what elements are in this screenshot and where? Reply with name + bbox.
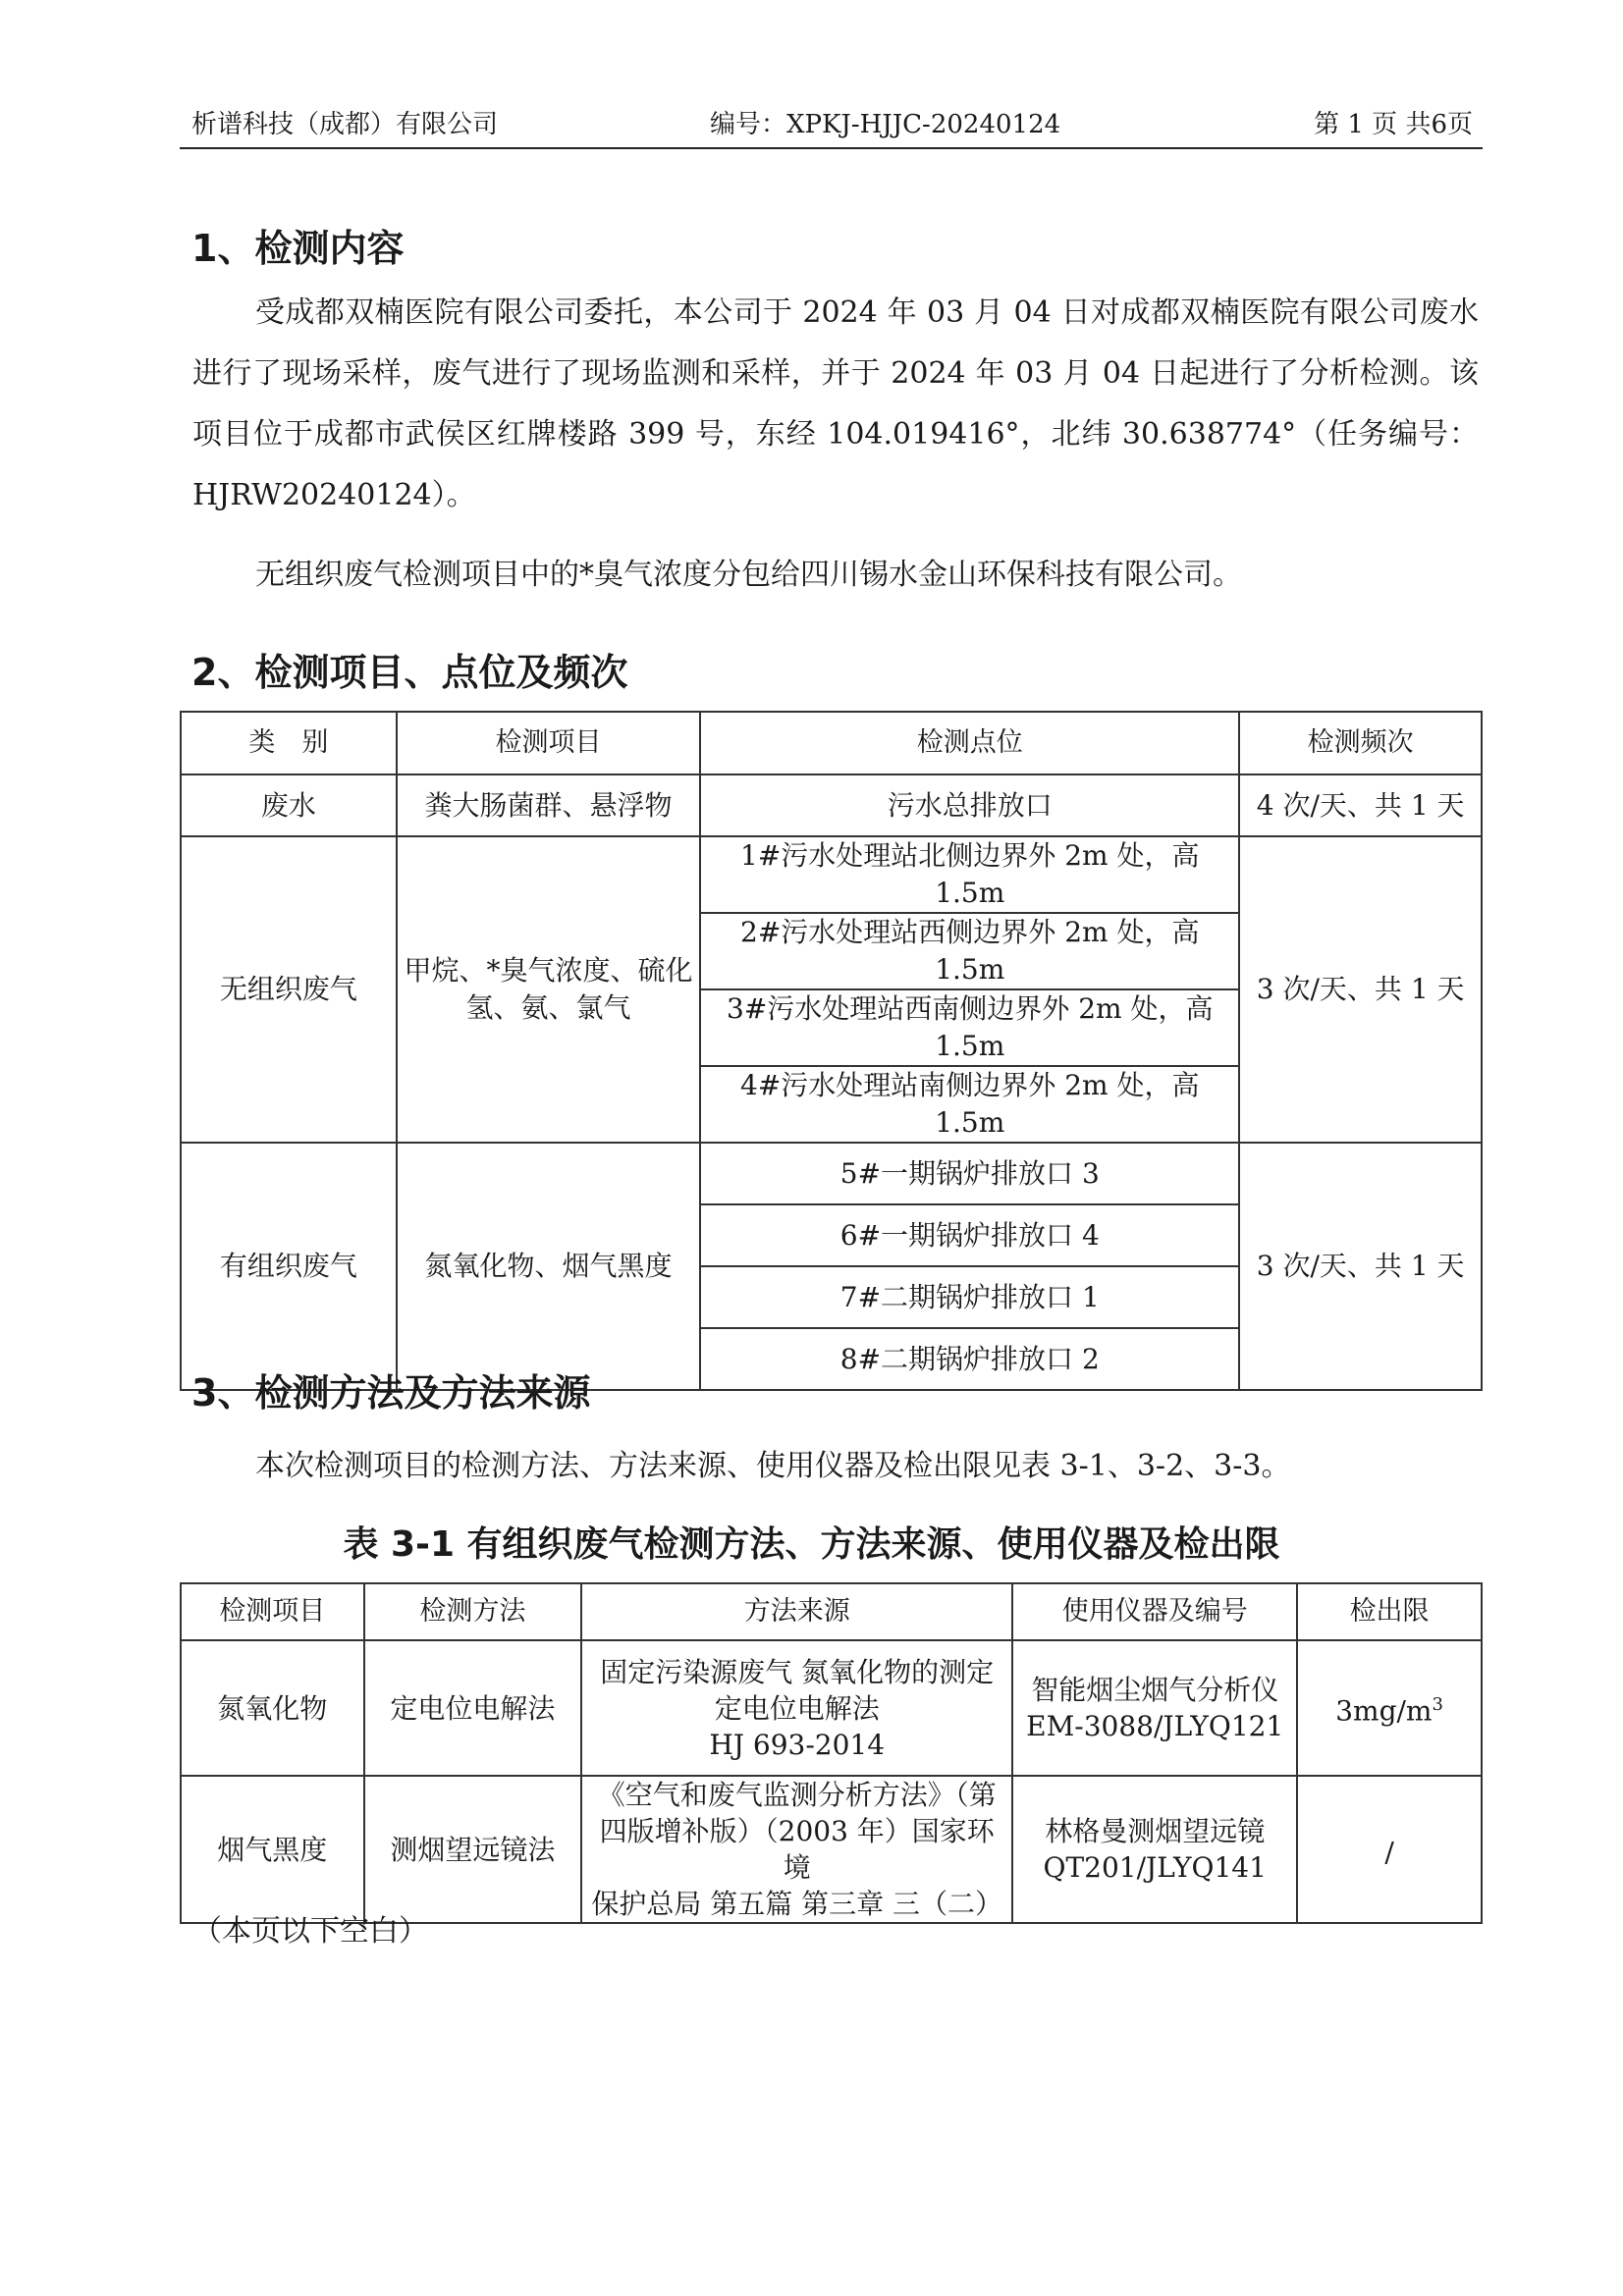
item-cell: 氮氧化物 [181,1640,364,1776]
limit-value: / [1384,1836,1394,1869]
frequency-cell: 3 次/天、共 1 天 [1239,836,1482,1143]
header-points: 检测点位 [700,712,1239,774]
source-cell [581,1776,1012,1923]
page-header [180,98,1483,149]
instrument-line: QT201/JLYQ141 [1043,1851,1267,1884]
header-page-info: 第 1 页 共6页 [1314,110,1473,139]
items-cell: 甲烷、*臭气浓度、硫化氢、氨、氯气 [397,836,701,1143]
frequency-cell: 3 次/天、共 1 天 [1239,1143,1482,1390]
instrument-line: EM-3088/JLYQ121 [1026,1710,1284,1742]
category-cell: 废水 [181,774,397,836]
table-header-row [181,712,1482,774]
section3-title: 3、检测方法及方法来源 [191,1371,591,1415]
items-cell: 粪大肠菌群、悬浮物 [397,774,701,836]
source-line: 保护总局 第五篇 第三章 三（二） [591,1888,1003,1920]
limit-cell [1297,1776,1482,1923]
category-cell: 无组织废气 [181,836,397,1143]
table-row [181,836,1482,913]
header-items: 检测项目 [397,712,701,774]
frequency-cell: 4 次/天、共 1 天 [1239,774,1482,836]
point-cell: 7#二期锅炉排放口 1 [700,1266,1239,1328]
table-row [181,1640,1482,1776]
header-category: 类 别 [181,712,397,774]
instrument-cell [1012,1776,1297,1923]
point-cell: 1#污水处理站北侧边界外 2m 处，高 1.5m [700,836,1239,913]
table-row [181,1776,1482,1923]
limit-value: 3mg/m [1335,1694,1433,1728]
source-line: 四版增补版）（2003 年）国家环境 [599,1815,995,1884]
header-company: 析谱科技（成都）有限公司 [191,110,499,139]
instrument-line: 林格曼测烟望远镜 [1045,1815,1266,1847]
point-cell: 3#污水处理站西南侧边界外 2m 处，高 1.5m [700,989,1239,1066]
point-cell: 6#一期锅炉排放口 4 [700,1204,1239,1266]
point-cell: 5#一期锅炉排放口 3 [700,1143,1239,1204]
source-line: 《空气和废气监测分析方法》（第 [597,1779,997,1811]
item-cell: 烟气黑度 [181,1776,364,1923]
instrument-line: 智能烟尘烟气分析仪 [1031,1674,1279,1706]
method-table [180,1582,1483,1924]
method-cell: 定电位电解法 [364,1640,582,1776]
section1-paragraph1-text: 受成都双楠医院有限公司委托，本公司于 2024 年 03 月 04 日对成都双楠医院有限公司废水进行了现场采样，废气进行了现场监测和采样，并于 2024 年 03 月 04 日起进行了分析检测。该项目位于成都市武侯区红牌楼路 399 号，东经 104.019416°，北纬 30.638774°（任务编号：HJRW20240124）。 [192,295,1479,512]
point-cell: 4#污水处理站南侧边界外 2m 处，高 1.5m [700,1066,1239,1143]
section1-title: 1、检测内容 [191,227,405,270]
blank-note: （本页以下空白） [192,1914,428,1949]
point-cell: 2#污水处理站西侧边界外 2m 处，高 1.5m [700,913,1239,989]
table-caption: 表 3-1 有组织废气检测方法、方法来源、使用仪器及检出限 [343,1524,1280,1565]
header-report-number: 编号：XPKJ-HJJC-20240124 [710,110,1061,139]
section1-paragraph1 [192,283,1479,526]
header-source: 方法来源 [581,1583,1012,1640]
header-item: 检测项目 [181,1583,364,1640]
category-cell: 有组织废气 [181,1143,397,1390]
limit-cell [1297,1640,1482,1776]
header-limit: 检出限 [1297,1583,1482,1640]
point-cell: 8#二期锅炉排放口 2 [700,1328,1239,1390]
section2-title: 2、检测项目、点位及频次 [191,651,628,694]
detection-items-table [180,711,1483,1391]
method-cell: 测烟望远镜法 [364,1776,582,1923]
instrument-cell [1012,1640,1297,1776]
table-header-row [181,1583,1482,1640]
header-frequency: 检测频次 [1239,712,1482,774]
limit-superscript: 3 [1432,1694,1443,1716]
header-instrument: 使用仪器及编号 [1012,1583,1297,1640]
source-line: 固定污染源废气 氮氧化物的测定 [600,1655,995,1688]
point-cell: 污水总排放口 [700,774,1239,836]
table-row [181,1143,1482,1204]
source-line: 定电位电解法 [714,1691,880,1725]
items-cell: 氮氧化物、烟气黑度 [397,1143,701,1390]
section3-paragraph: 本次检测项目的检测方法、方法来源、使用仪器及检出限见表 3-1、3-2、3-3。 [255,1449,1291,1483]
table-row [181,774,1482,836]
source-cell [581,1640,1012,1776]
section1-paragraph2: 无组织废气检测项目中的*臭气浓度分包给四川锡水金山环保科技有限公司。 [255,558,1242,592]
header-method: 检测方法 [364,1583,582,1640]
source-line: HJ 693-2014 [709,1728,886,1761]
